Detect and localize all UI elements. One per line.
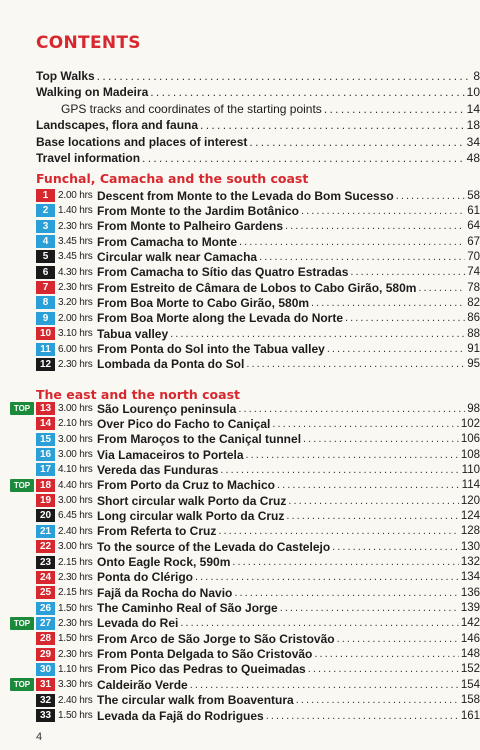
walk-duration: 2.00 hrs — [58, 190, 93, 201]
leader-dots — [195, 571, 459, 583]
leader-dots — [150, 85, 464, 99]
walk-duration: 4.10 hrs — [58, 464, 93, 476]
top-walk-badge — [10, 204, 34, 217]
walk-title: Caldeirão Verde — [97, 677, 188, 692]
walk-page: 114 — [461, 479, 480, 492]
walk-title: Levada da Fajã do Rodrigues — [97, 708, 264, 723]
toc-entry-label: Top Walks — [36, 69, 95, 83]
walk-page: 95 — [467, 358, 480, 371]
walk-number-badge: 9 — [36, 312, 55, 325]
walk-page: 130 — [460, 540, 480, 553]
toc-entry[interactable] — [36, 100, 480, 118]
walk-number-badge: 6 — [36, 266, 55, 279]
top-walk-badge — [10, 220, 34, 233]
leader-dots — [418, 282, 465, 294]
walk-duration: 3.45 hrs — [58, 251, 93, 263]
walk-page: 70 — [467, 250, 480, 263]
toc-entry-label: Landscapes, flora and fauna — [36, 118, 199, 133]
walk-duration: 2.30 hrs — [58, 648, 93, 660]
walk-duration: 2.40 hrs — [58, 525, 93, 537]
top-walk-badge — [10, 632, 34, 645]
walk-duration: 3.20 hrs — [58, 297, 93, 309]
walk-number-badge: 5 — [36, 250, 55, 263]
top-walk-badge — [10, 648, 34, 661]
leader-dots — [200, 118, 465, 132]
walk-title: From Boa Morte to Cabo Girão, 580m — [97, 295, 310, 310]
walk-duration: 1.50 hrs — [58, 633, 93, 645]
walk-entry[interactable] — [10, 524, 480, 539]
walk-duration: 4.40 hrs — [58, 479, 93, 491]
walk-duration: 1.50 hrs — [58, 710, 93, 721]
walk-page: 67 — [467, 235, 480, 248]
walk-duration: 2.15 hrs — [58, 556, 93, 568]
leader-dots — [142, 151, 465, 165]
toc-entry[interactable] — [36, 83, 480, 101]
walk-title: From Boa Morte along the Levada do Norte — [97, 311, 344, 326]
walk-duration: 3.00 hrs — [58, 449, 93, 461]
section-heading: The east and the north coast — [36, 387, 240, 402]
walk-page: 139 — [460, 602, 480, 615]
walk-duration: 4.30 hrs — [58, 266, 93, 278]
leader-dots — [314, 648, 458, 660]
leader-dots — [337, 633, 459, 645]
walk-duration: 2.15 hrs — [58, 587, 93, 599]
toc-entry-page: 48 — [466, 151, 480, 165]
section-heading: Funchal, Camacha and the south coast — [36, 171, 309, 186]
walk-page: 152 — [460, 663, 480, 676]
walk-number-badge: 19 — [36, 494, 55, 507]
walk-entry[interactable] — [10, 555, 480, 570]
walk-title: From Ponta do Sol into the Tabua valley — [97, 342, 325, 356]
walk-entry[interactable] — [10, 585, 480, 600]
top-walk-badge — [10, 694, 34, 707]
top-walk-badge — [10, 571, 34, 584]
walk-number-badge: 26 — [36, 602, 55, 615]
toc-entry-page: 8 — [473, 69, 480, 83]
walk-title: Circular walk near Camacha — [97, 249, 258, 264]
walk-entry[interactable] — [10, 265, 480, 280]
top-walk-badge — [10, 540, 34, 553]
walk-title: From Porto da Cruz to Machico — [97, 478, 276, 493]
leader-dots — [301, 205, 465, 217]
walk-title: From Referta to Cruz — [97, 524, 217, 539]
walk-duration: 3.30 hrs — [58, 679, 93, 691]
top-walk-badge — [10, 358, 34, 371]
walk-title: Over Pico do Facho to Caniçal — [97, 416, 271, 431]
toc-entry-label: Travel information — [36, 151, 141, 165]
toc-entry-page: 14 — [466, 101, 480, 116]
top-walk-badge — [10, 602, 34, 615]
walk-duration: 3.10 hrs — [58, 328, 93, 340]
leader-dots — [296, 694, 459, 706]
walk-page: 64 — [467, 220, 480, 233]
walk-entry[interactable] — [10, 311, 480, 326]
walk-duration: 3.00 hrs — [58, 541, 93, 553]
walk-entry[interactable] — [10, 647, 480, 662]
walk-page: 146 — [460, 632, 480, 645]
walk-title: The Caminho Real of São Jorge — [97, 601, 278, 616]
walk-page: 61 — [467, 204, 480, 217]
walk-entry[interactable] — [10, 539, 480, 554]
leader-dots — [280, 602, 459, 614]
leader-dots — [190, 679, 459, 691]
walk-duration: 2.00 hrs — [58, 312, 93, 324]
top-walk-badge — [10, 509, 34, 522]
walk-title: From Camacha to Sítio das Quatro Estradas — [97, 265, 349, 280]
walk-number-badge: 27 — [36, 617, 55, 630]
walk-duration: 2.10 hrs — [58, 418, 93, 430]
toc-entry-page: 18 — [466, 118, 480, 133]
leader-dots — [324, 102, 465, 116]
leader-dots — [249, 135, 464, 149]
walk-title: From Pico das Pedras to Queimadas — [97, 662, 306, 677]
walk-title: From Estreito de Câmara de Lobos to Cabo Girão, 580m — [97, 280, 417, 295]
leader-dots — [246, 449, 459, 461]
walk-entry[interactable] — [10, 326, 480, 341]
walk-number-badge: 32 — [36, 694, 55, 707]
walk-entry[interactable] — [10, 401, 480, 416]
walk-entry[interactable] — [10, 280, 480, 295]
top-walk-badge — [10, 327, 34, 340]
walk-entry[interactable] — [10, 432, 480, 447]
walk-page: 148 — [460, 648, 480, 661]
walk-number-badge: 17 — [36, 463, 55, 476]
top-walk-badge — [10, 525, 34, 538]
top-walk-badge: TOP — [10, 479, 34, 492]
top-walk-badge — [10, 343, 34, 356]
walk-title: From Ponta Delgada to São Cristovão — [97, 647, 313, 662]
toc-entry[interactable] — [36, 149, 480, 167]
walk-number-badge: 21 — [36, 525, 55, 538]
leader-dots — [220, 464, 459, 476]
walk-page: 136 — [460, 586, 480, 599]
walk-title: São Lourenço peninsula — [97, 401, 237, 416]
top-walk-badge — [10, 448, 34, 461]
walk-entry[interactable] — [10, 616, 480, 631]
walk-number-badge: 1 — [36, 189, 55, 202]
page-number: 4 — [36, 731, 43, 743]
walk-entry[interactable] — [10, 249, 480, 264]
leader-dots — [286, 510, 458, 522]
walk-entry[interactable] — [10, 219, 480, 234]
top-walk-badge — [10, 433, 34, 446]
walk-page: 161 — [460, 709, 480, 722]
leader-dots — [259, 251, 465, 263]
top-walk-badge — [10, 709, 34, 722]
walk-entry[interactable] — [10, 677, 480, 692]
top-walk-badge: TOP — [10, 402, 34, 415]
walk-number-badge: 8 — [36, 296, 55, 309]
walk-number-badge: 7 — [36, 281, 55, 294]
walk-number-badge: 31 — [36, 678, 55, 691]
walk-number-badge: 2 — [36, 204, 55, 217]
walk-entry[interactable] — [10, 295, 480, 310]
walk-number-badge: 30 — [36, 663, 55, 676]
leader-dots — [232, 556, 458, 568]
leader-dots — [170, 328, 465, 340]
walk-duration: 3.00 hrs — [58, 433, 93, 445]
leader-dots — [311, 297, 465, 309]
walk-title: Long circular walk Porto da Cruz — [97, 508, 285, 523]
walk-duration: 6.45 hrs — [58, 510, 93, 522]
walk-page: 110 — [461, 463, 480, 476]
walk-title: From Camacha to Monte — [97, 234, 238, 249]
walk-duration: 1.50 hrs — [58, 602, 93, 614]
walk-number-badge: 15 — [36, 433, 55, 446]
walk-title: From Maroços to the Caniçal tunnel — [97, 432, 302, 447]
top-walk-badge: TOP — [10, 617, 34, 630]
walk-number-badge: 23 — [36, 556, 55, 569]
walk-page: 128 — [460, 525, 480, 538]
walk-number-badge: 10 — [36, 327, 55, 340]
top-walk-badge — [10, 463, 34, 476]
top-walk-badge — [10, 312, 34, 325]
walk-number-badge: 16 — [36, 448, 55, 461]
leader-dots — [238, 403, 465, 415]
walk-title: Short circular walk Porto da Cruz — [97, 493, 287, 508]
top-walk-badge — [10, 266, 34, 279]
walk-page: 88 — [467, 327, 480, 340]
walk-entry[interactable] — [10, 631, 480, 646]
walk-page: 58 — [467, 189, 480, 202]
walk-entry[interactable] — [10, 447, 480, 462]
walk-entry[interactable] — [10, 478, 480, 493]
walk-title: Descent from Monte to the Levada do Bom Sucesso — [97, 188, 394, 203]
leader-dots — [396, 190, 465, 202]
top-walk-badge — [10, 556, 34, 569]
walk-page: 134 — [460, 571, 480, 584]
walk-entry[interactable] — [10, 234, 480, 249]
walk-number-badge: 11 — [36, 343, 55, 356]
top-walk-badge — [10, 189, 34, 202]
walk-number-badge: 25 — [36, 586, 55, 599]
walk-duration: 1.40 hrs — [58, 205, 93, 217]
walk-entry[interactable] — [10, 416, 480, 431]
walk-number-badge: 29 — [36, 648, 55, 661]
walk-title: Vereda das Funduras — [97, 462, 219, 477]
walk-number-badge: 24 — [36, 571, 55, 584]
walk-title: Levada do Rei — [97, 616, 179, 631]
top-walk-badge — [10, 417, 34, 430]
walk-page: 98 — [467, 402, 480, 415]
walk-page: 106 — [460, 433, 480, 446]
walk-entry[interactable] — [10, 493, 480, 508]
leader-dots — [350, 266, 465, 278]
leader-dots — [218, 525, 458, 537]
walk-number-badge: 14 — [36, 417, 55, 430]
walk-duration: 3.45 hrs — [58, 236, 93, 248]
walk-title: Ponta do Clérigo — [97, 570, 193, 585]
leader-dots — [97, 69, 472, 83]
leader-dots — [308, 663, 459, 675]
top-walk-badge — [10, 250, 34, 263]
walk-duration: 3.00 hrs — [58, 403, 93, 414]
walk-entry[interactable] — [10, 508, 480, 523]
toc-entry-label: Walking on Madeira — [36, 85, 149, 100]
walk-number-badge: 12 — [36, 358, 55, 371]
top-walk-badge — [10, 663, 34, 676]
top-walk-badge — [10, 586, 34, 599]
leader-dots — [345, 312, 465, 324]
walk-title: Via Lamaceiros to Portela — [97, 447, 244, 462]
walk-title: To the source of the Levada do Castelejo — [97, 539, 331, 554]
walk-number-badge: 4 — [36, 235, 55, 248]
leader-dots — [285, 220, 465, 232]
walk-entry[interactable] — [10, 693, 480, 708]
top-walk-badge — [10, 281, 34, 294]
leader-dots — [266, 710, 459, 722]
leader-dots — [303, 433, 459, 445]
leader-dots — [246, 358, 465, 370]
walk-page: 86 — [467, 312, 480, 325]
walk-entry[interactable] — [10, 601, 480, 616]
walk-entry[interactable] — [10, 342, 480, 357]
toc-entry[interactable] — [36, 67, 480, 85]
walk-duration: 3.00 hrs — [58, 495, 93, 507]
walk-entry[interactable] — [10, 188, 480, 203]
walk-page: 124 — [460, 509, 480, 522]
toc-entry-label: GPS tracks and coordinates of the starting points — [61, 101, 322, 116]
walk-duration: 2.30 hrs — [58, 358, 93, 370]
walk-page: 154 — [460, 678, 480, 691]
page-title: CONTENTS — [36, 33, 141, 53]
top-walk-badge — [10, 494, 34, 507]
toc-entry[interactable] — [36, 133, 480, 151]
walk-page: 102 — [460, 417, 480, 430]
walk-title: Tabua valley — [97, 326, 169, 341]
walk-page: 91 — [467, 343, 480, 355]
walk-number-badge: 18 — [36, 479, 55, 492]
walk-title: Lombada da Ponta do Sol — [97, 357, 245, 372]
walk-title: From Monte to the Jardim Botânico — [97, 203, 300, 218]
top-walk-badge: TOP — [10, 678, 34, 691]
walk-page: 74 — [467, 266, 480, 279]
walk-number-badge: 28 — [36, 632, 55, 645]
walk-duration: 2.30 hrs — [58, 220, 93, 232]
walk-duration: 2.30 hrs — [58, 571, 93, 583]
walk-page: 78 — [467, 281, 480, 294]
toc-entry-page: 10 — [466, 85, 480, 100]
walk-entry[interactable] — [10, 708, 480, 723]
walk-page: 120 — [460, 494, 480, 507]
walk-entry[interactable] — [10, 570, 480, 585]
walk-duration: 2.30 hrs — [58, 282, 93, 294]
toc-entry-label: Base locations and places of interest — [36, 134, 248, 149]
walk-title: From Monte to Palheiro Gardens — [97, 219, 284, 234]
leader-dots — [327, 343, 465, 355]
walk-number-badge: 13 — [36, 402, 55, 415]
walk-entry[interactable] — [10, 662, 480, 677]
leader-dots — [272, 418, 458, 430]
toc-entry-page: 34 — [466, 134, 480, 149]
walk-title: The circular walk from Boaventura — [97, 693, 294, 708]
walk-duration: 2.30 hrs — [58, 617, 93, 629]
walk-entry[interactable] — [10, 462, 480, 477]
top-walk-badge — [10, 296, 34, 309]
walk-number-badge: 20 — [36, 509, 55, 522]
walk-entry[interactable] — [10, 357, 480, 372]
walk-number-badge: 3 — [36, 220, 55, 233]
leader-dots — [234, 587, 458, 599]
leader-dots — [277, 479, 460, 491]
walk-number-badge: 33 — [36, 709, 55, 722]
walk-duration: 6.00 hrs — [58, 343, 93, 355]
walk-title: Onto Eagle Rock, 590m — [97, 555, 231, 569]
walk-page: 108 — [460, 448, 480, 461]
toc-entry[interactable] — [36, 116, 480, 134]
walk-number-badge: 22 — [36, 540, 55, 553]
walk-page: 132 — [460, 556, 480, 568]
leader-dots — [332, 541, 459, 553]
walk-duration: 1.10 hrs — [58, 663, 93, 675]
walk-page: 142 — [460, 617, 480, 630]
top-walk-badge — [10, 235, 34, 248]
walk-page: 82 — [467, 296, 480, 309]
leader-dots — [180, 617, 458, 629]
walk-title: Fajã da Rocha do Navio — [97, 585, 233, 600]
walk-title: From Arco de São Jorge to São Cristovão — [97, 631, 335, 646]
walk-duration: 2.40 hrs — [58, 694, 93, 706]
leader-dots — [288, 495, 458, 507]
walk-page: 158 — [460, 694, 480, 707]
walk-entry[interactable] — [10, 203, 480, 218]
leader-dots — [239, 236, 465, 248]
